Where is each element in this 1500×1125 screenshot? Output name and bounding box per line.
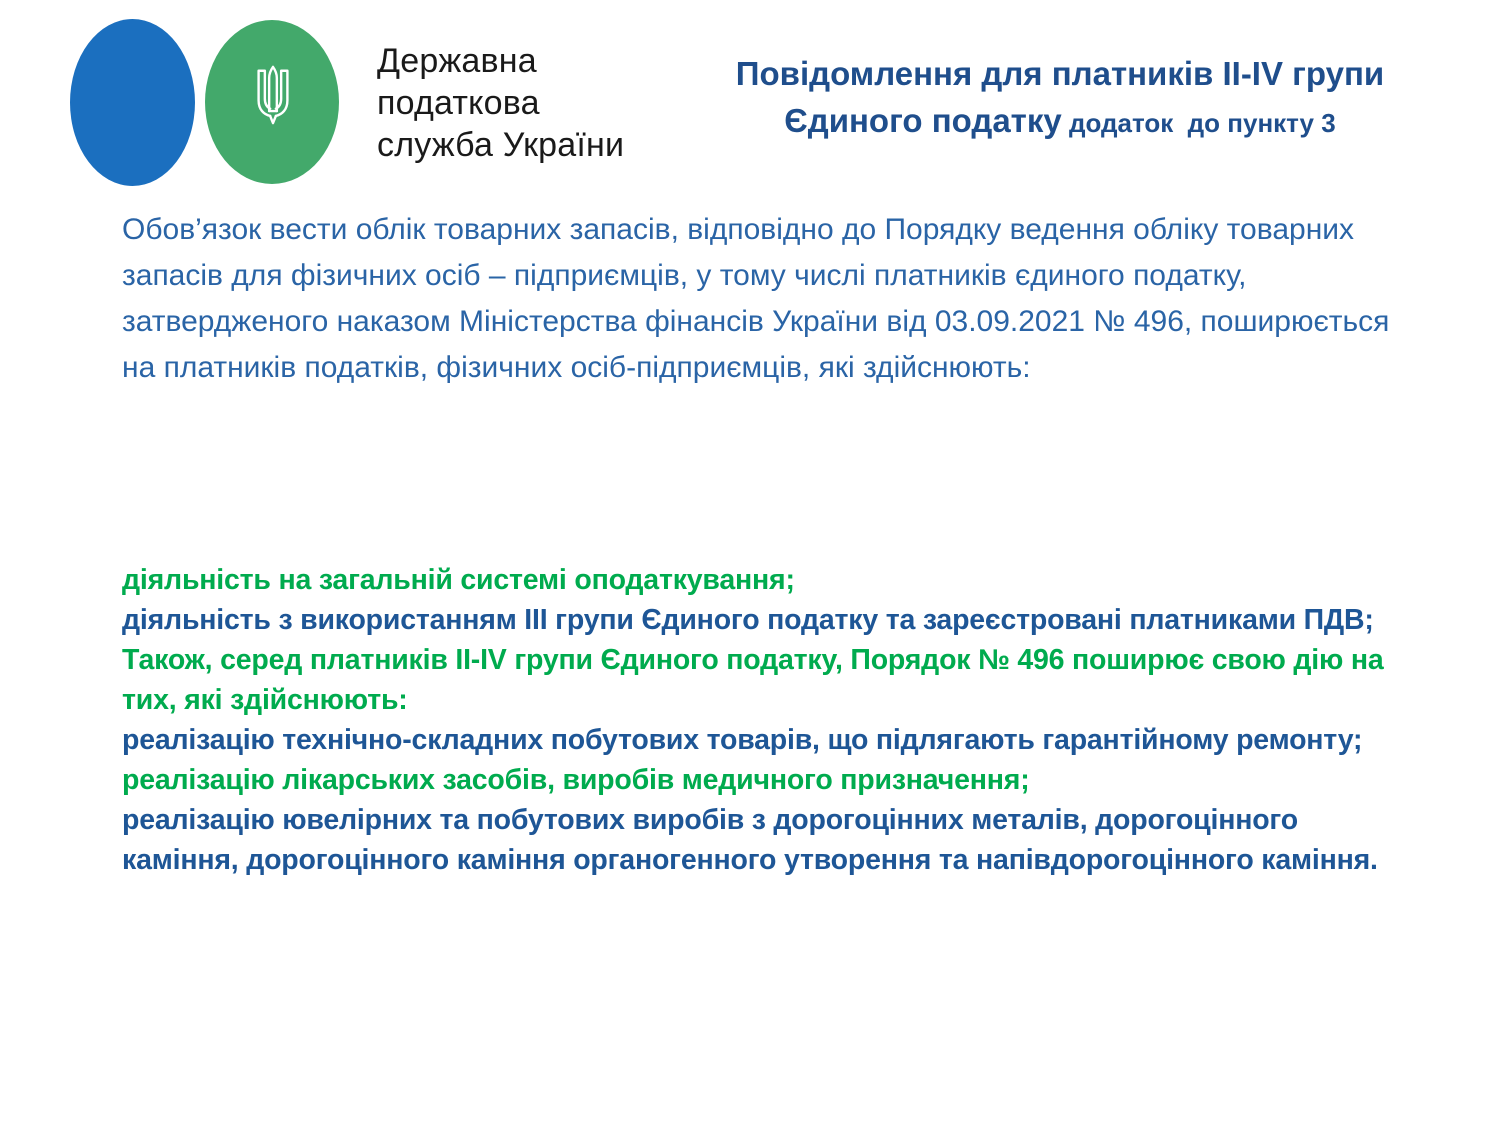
page-title-line-2-main: Єдиного податку (784, 102, 1062, 139)
page-title-annex-reference: додаток до пункту 3 (1061, 108, 1336, 138)
logo-blue-ellipse (70, 19, 195, 186)
intro-paragraph: Обов’язок вести облік товарних запасів, відповідно до Порядку ведення обліку товарних запасів для фізичних осіб – підприємців, у тому числі платників єдиного податку, затвердженого наказом Міністерства фінансів України від 03.09.2021 № 496, поширюється на платників податків, фізичних осіб-підприємців, які здійснюють: (122, 213, 1390, 384)
org-name (377, 40, 624, 166)
org-name-line-2: податкова (377, 84, 540, 122)
org-name-line-1: Державна (377, 42, 537, 80)
list-item: реалізацію технічно-складних побутових товарів, що підлягають гарантійному ремонту; (122, 724, 1363, 756)
page-title-line-1: Повідомлення для платників II-IV групи (735, 55, 1385, 92)
org-name-line-3: служба України (377, 126, 625, 164)
page-title (710, 50, 1410, 147)
activity-list (122, 560, 1407, 880)
tax-service-logo (70, 19, 340, 187)
list-item: Також, серед платників II-IV групи Єдиного податку, Порядок № 496 поширює свою дію на тих, які здійснюють: (122, 644, 1384, 716)
ukraine-trident-icon (249, 61, 297, 141)
list-item: діяльність на загальній системі оподаткування; (122, 564, 795, 596)
list-item: діяльність з використанням III групи Єдиного податку та зареєстровані платниками ПДВ; (122, 604, 1374, 636)
page-title-line-2 (710, 97, 1410, 147)
list-item: реалізацію ювелірних та побутових виробів з дорогоцінних металів, дорогоцінного каміння, дорогоцінного каміння органогенного утворення та напівдорогоцінного каміння. (122, 804, 1378, 876)
list-item: реалізацію лікарських засобів, виробів медичного призначення; (122, 764, 1030, 796)
